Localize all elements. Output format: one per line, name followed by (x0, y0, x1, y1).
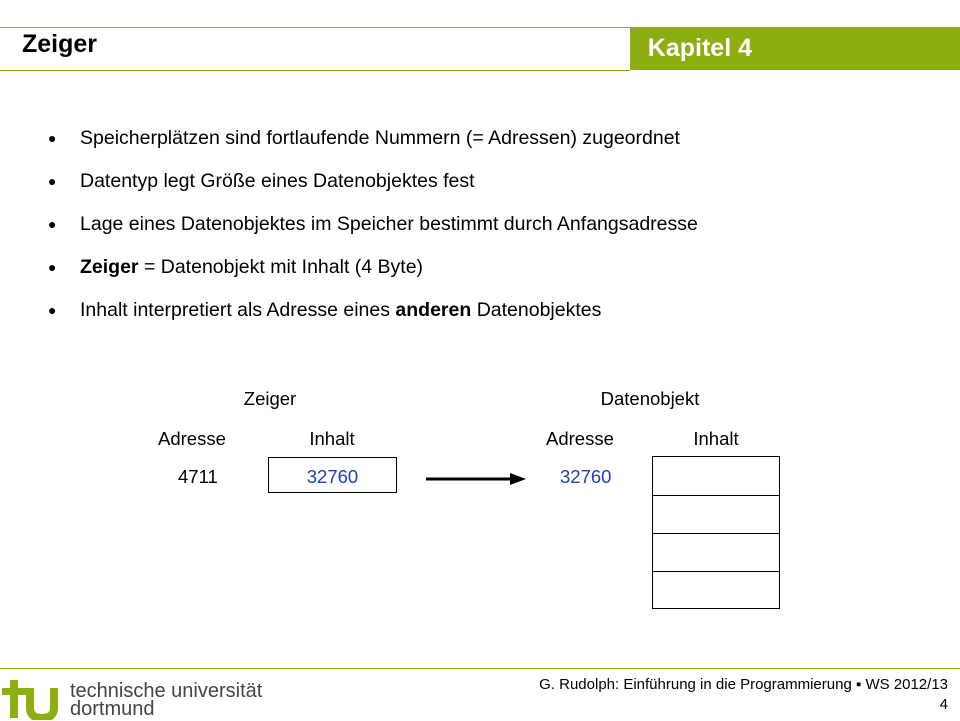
pointer-content-header: Inhalt (309, 428, 355, 449)
bullet-text: Inhalt interpretiert als Adresse eines (80, 299, 396, 321)
pointer-content-cell (268, 457, 397, 493)
bullet-icon: ● (48, 302, 57, 318)
bullet-text: Datenobjektes (471, 299, 602, 321)
bullet-item (48, 124, 698, 167)
pointer-address: 4711 (178, 466, 218, 487)
bullet-item (48, 296, 698, 339)
page-number: 4 (939, 696, 948, 713)
bullet-bold-term: Zeiger (80, 256, 139, 278)
memory-cell (652, 571, 780, 609)
bullet-icon: ● (48, 130, 57, 146)
memory-cell (652, 456, 780, 496)
pointer-content-value: 32760 (306, 466, 359, 487)
bullet-item (48, 253, 698, 296)
target-content-header: Inhalt (693, 428, 739, 449)
footer-rule (0, 668, 960, 669)
bullet-item (48, 167, 698, 210)
footer-citation: G. Rudolph: Einführung in die Programmierung ▪ WS 2012/13 (539, 676, 948, 693)
pointer-title: Zeiger (243, 388, 297, 409)
bullet-item (48, 210, 698, 253)
tu-logo-icon (2, 676, 64, 720)
pointer-arrow (426, 472, 528, 486)
bullet-list (48, 124, 698, 339)
memory-cell (652, 495, 780, 534)
bullet-text: Datentyp legt Größe eines Datenobjektes fest (80, 170, 475, 192)
bullet-icon: ● (48, 173, 57, 189)
pointer-address-header: Adresse (158, 428, 226, 449)
bullet-text: = Datenobjekt mit Inhalt (4 Byte) (138, 256, 424, 278)
arrow-head (510, 473, 526, 485)
bullet-text: Speicherplätzen sind fortlaufende Nummern (= Adressen) zugeordnet (80, 127, 680, 149)
logo-text-line2: dortmund (70, 698, 155, 720)
target-address-header: Adresse (546, 428, 614, 449)
header-bottom-rule (0, 70, 630, 71)
target-address: 32760 (560, 466, 612, 487)
chapter-badge (630, 28, 960, 70)
bullet-icon: ● (48, 216, 57, 232)
bullet-bold-term: anderen (395, 299, 472, 321)
logo-text-line1: technische universität (70, 680, 263, 702)
memory-cell (652, 533, 780, 572)
slide-title: Zeiger (22, 30, 98, 58)
target-title: Datenobjekt (600, 388, 700, 409)
chapter-label: Kapitel 4 (647, 34, 752, 62)
bullet-icon: ● (48, 259, 57, 275)
bullet-text: Lage eines Datenobjektes im Speicher bestimmt durch Anfangsadresse (80, 213, 698, 235)
